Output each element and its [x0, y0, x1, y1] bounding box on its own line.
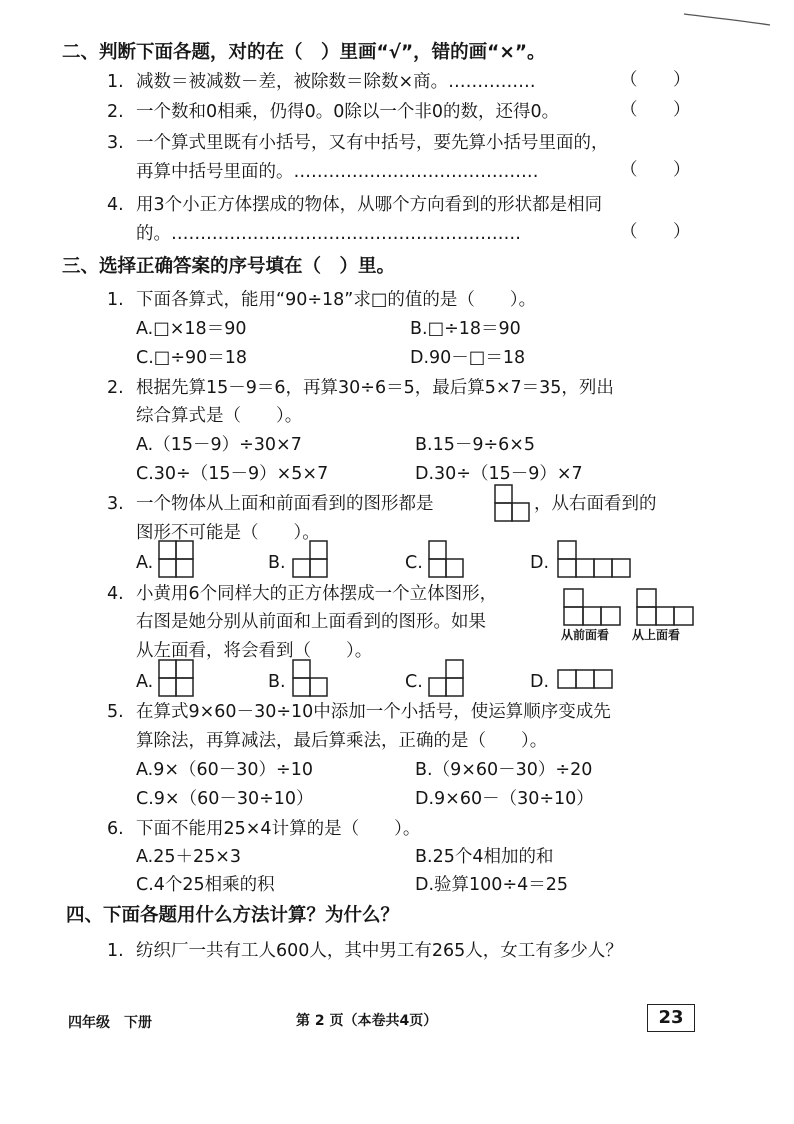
- s2-item1-text: 减数＝被减数－差，被除数＝除数×商。……………: [136, 72, 536, 92]
- footer-grade: 四年级 下册: [68, 1015, 152, 1031]
- s3-q2-option-a[interactable]: A.（15－9）÷30×7: [136, 435, 302, 455]
- s3-q1-option-c[interactable]: C.□÷90＝18: [136, 348, 248, 368]
- s2-item3-answer-close: ）: [673, 160, 691, 180]
- s3-q6-number: 6.: [107, 819, 124, 839]
- s3-q3-number: 3.: [107, 494, 124, 514]
- s3-q2-option-d[interactable]: D.30÷（15－9）×7: [415, 464, 583, 484]
- s3-q2-option-c[interactable]: C.30÷（15－9）×5×7: [136, 464, 329, 484]
- s2-item4-answer-open[interactable]: （: [620, 222, 638, 242]
- s2-item3-line2: 再算中括号里面的。……………………………………: [136, 162, 539, 182]
- s3-q1-number: 1.: [107, 290, 124, 310]
- footer-page-info: 第 2 页（本卷共4页）: [296, 1013, 438, 1029]
- s3-q5-stem-line2: 算除法，再算减法，最后算乘法，正确的是（ ）。: [136, 731, 548, 751]
- s3-q3-stem-figure: [494, 484, 530, 522]
- section-3-title: 三、选择正确答案的序号填在（ ）里。: [62, 256, 396, 277]
- s3-q3-option-b[interactable]: B.: [268, 553, 286, 573]
- s3-q4-option-d[interactable]: D.: [530, 672, 550, 692]
- s3-q4-option-b-figure[interactable]: [292, 659, 328, 697]
- s3-q3-stem-line1b: ，从右面看到的: [534, 494, 657, 514]
- s3-q2-number: 2.: [107, 378, 124, 398]
- s3-q1-option-b[interactable]: B.□÷18＝90: [410, 319, 521, 339]
- s3-q3-option-d-figure[interactable]: [557, 540, 631, 578]
- s2-item4-number: 4.: [107, 195, 124, 215]
- s3-q4-option-a-figure[interactable]: [158, 659, 194, 697]
- s3-q5-stem-line1: 在算式9×60－30÷10中添加一个小括号，使运算顺序变成先: [136, 702, 611, 722]
- s2-item4-answer-close: ）: [673, 222, 691, 242]
- section-4-title: 四、下面各题用什么方法计算？为什么？: [66, 905, 400, 926]
- s2-item4-line1: 用3个小正方体摆成的物体，从哪个方向看到的形状都是相同: [136, 195, 603, 215]
- s4-q1-stem: 纺织厂一共有工人600人，其中男工有265人，女工有多少人？: [136, 941, 623, 961]
- s3-q3-option-a[interactable]: A.: [136, 553, 154, 573]
- s3-q4-number: 4.: [107, 584, 124, 604]
- s3-q1-stem: 下面各算式，能用“90÷18”求□的值的是（ ）。: [136, 290, 537, 310]
- s3-q6-option-d[interactable]: D.验算100÷4＝25: [415, 875, 569, 895]
- s3-q6-option-c[interactable]: C.4个25相乘的积: [136, 875, 275, 895]
- s3-q4-top-view-figure: [636, 588, 694, 626]
- s2-item2-text: 一个数和0相乘，仍得0。0除以一个非0的数，还得0。: [136, 102, 560, 122]
- s2-item3-answer-open[interactable]: （: [620, 160, 638, 180]
- s3-q5-option-c[interactable]: C.9×（60－30÷10）: [136, 789, 314, 809]
- section-2-title: 二、判断下面各题，对的在（ ）里画“√”，错的画“×”。: [62, 42, 546, 63]
- s2-item2-answer-open[interactable]: （: [620, 100, 638, 120]
- s3-q4-stem-line1: 小黄用6个同样大的正方体摆成一个立体图形，: [136, 584, 498, 604]
- s2-item3-line1: 一个算式里既有小括号，又有中括号，要先算小括号里面的，: [136, 133, 609, 153]
- s3-q4-stem-line2: 右图是她分别从前面和上面看到的图形。如果: [136, 612, 486, 632]
- s3-q4-option-d-figure[interactable]: [557, 669, 613, 689]
- s3-q4-option-c-figure[interactable]: [428, 659, 464, 697]
- s3-q1-option-a[interactable]: A.□×18＝90: [136, 319, 247, 339]
- s3-q3-option-a-figure[interactable]: [158, 540, 194, 578]
- s3-q3-option-d[interactable]: D.: [530, 553, 550, 573]
- s3-q4-option-b[interactable]: B.: [268, 672, 286, 692]
- s2-item3-number: 3.: [107, 133, 124, 153]
- s3-q4-stem-line3: 从左面看，将会看到（ ）。: [136, 641, 373, 661]
- s3-q4-option-a[interactable]: A.: [136, 672, 154, 692]
- s3-q4-caption-top: 从上面看: [632, 628, 681, 642]
- s3-q5-number: 5.: [107, 702, 124, 722]
- s2-item2-answer-close: ）: [673, 100, 691, 120]
- s2-item1-answer-close: ）: [673, 70, 691, 90]
- s3-q3-option-c[interactable]: C.: [405, 553, 423, 573]
- s3-q6-option-b[interactable]: B.25个4相加的和: [415, 847, 554, 867]
- s3-q5-option-d[interactable]: D.9×60－（30÷10）: [415, 789, 594, 809]
- s3-q5-option-b[interactable]: B.（9×60－30）÷20: [415, 760, 593, 780]
- s3-q2-stem-line2: 综合算式是（ ）。: [136, 406, 303, 426]
- s3-q5-option-a[interactable]: A.9×（60－30）÷10: [136, 760, 313, 780]
- s3-q4-option-c[interactable]: C.: [405, 672, 423, 692]
- pen-stroke-mark: [682, 8, 772, 28]
- s3-q3-stem-line1a: 一个物体从上面和前面看到的图形都是: [136, 494, 434, 514]
- s3-q6-option-a[interactable]: A.25＋25×3: [136, 847, 242, 867]
- s2-item1-number: 1.: [107, 72, 124, 92]
- s3-q2-option-b[interactable]: B.15－9÷6×5: [415, 435, 536, 455]
- s2-item4-line2: 的。……………………………………………………: [136, 224, 521, 244]
- s3-q3-option-b-figure[interactable]: [292, 540, 328, 578]
- s3-q6-stem: 下面不能用25×4计算的是（ ）。: [136, 819, 421, 839]
- s3-q2-stem-line1: 根据先算15－9＝6，再算30÷6＝5，最后算5×7＝35，列出: [136, 378, 614, 398]
- s4-q1-number: 1.: [107, 941, 124, 961]
- footer-page-number: 23: [647, 1004, 695, 1032]
- s3-q4-front-view-figure: [563, 588, 621, 626]
- s3-q3-stem-line2: 图形不可能是（ ）。: [136, 523, 320, 543]
- s3-q4-caption-front: 从前面看: [561, 628, 610, 642]
- s3-q3-option-c-figure[interactable]: [428, 540, 464, 578]
- s3-q1-option-d[interactable]: D.90－□＝18: [410, 348, 526, 368]
- s2-item1-answer-open[interactable]: （: [620, 70, 638, 90]
- s2-item2-number: 2.: [107, 102, 124, 122]
